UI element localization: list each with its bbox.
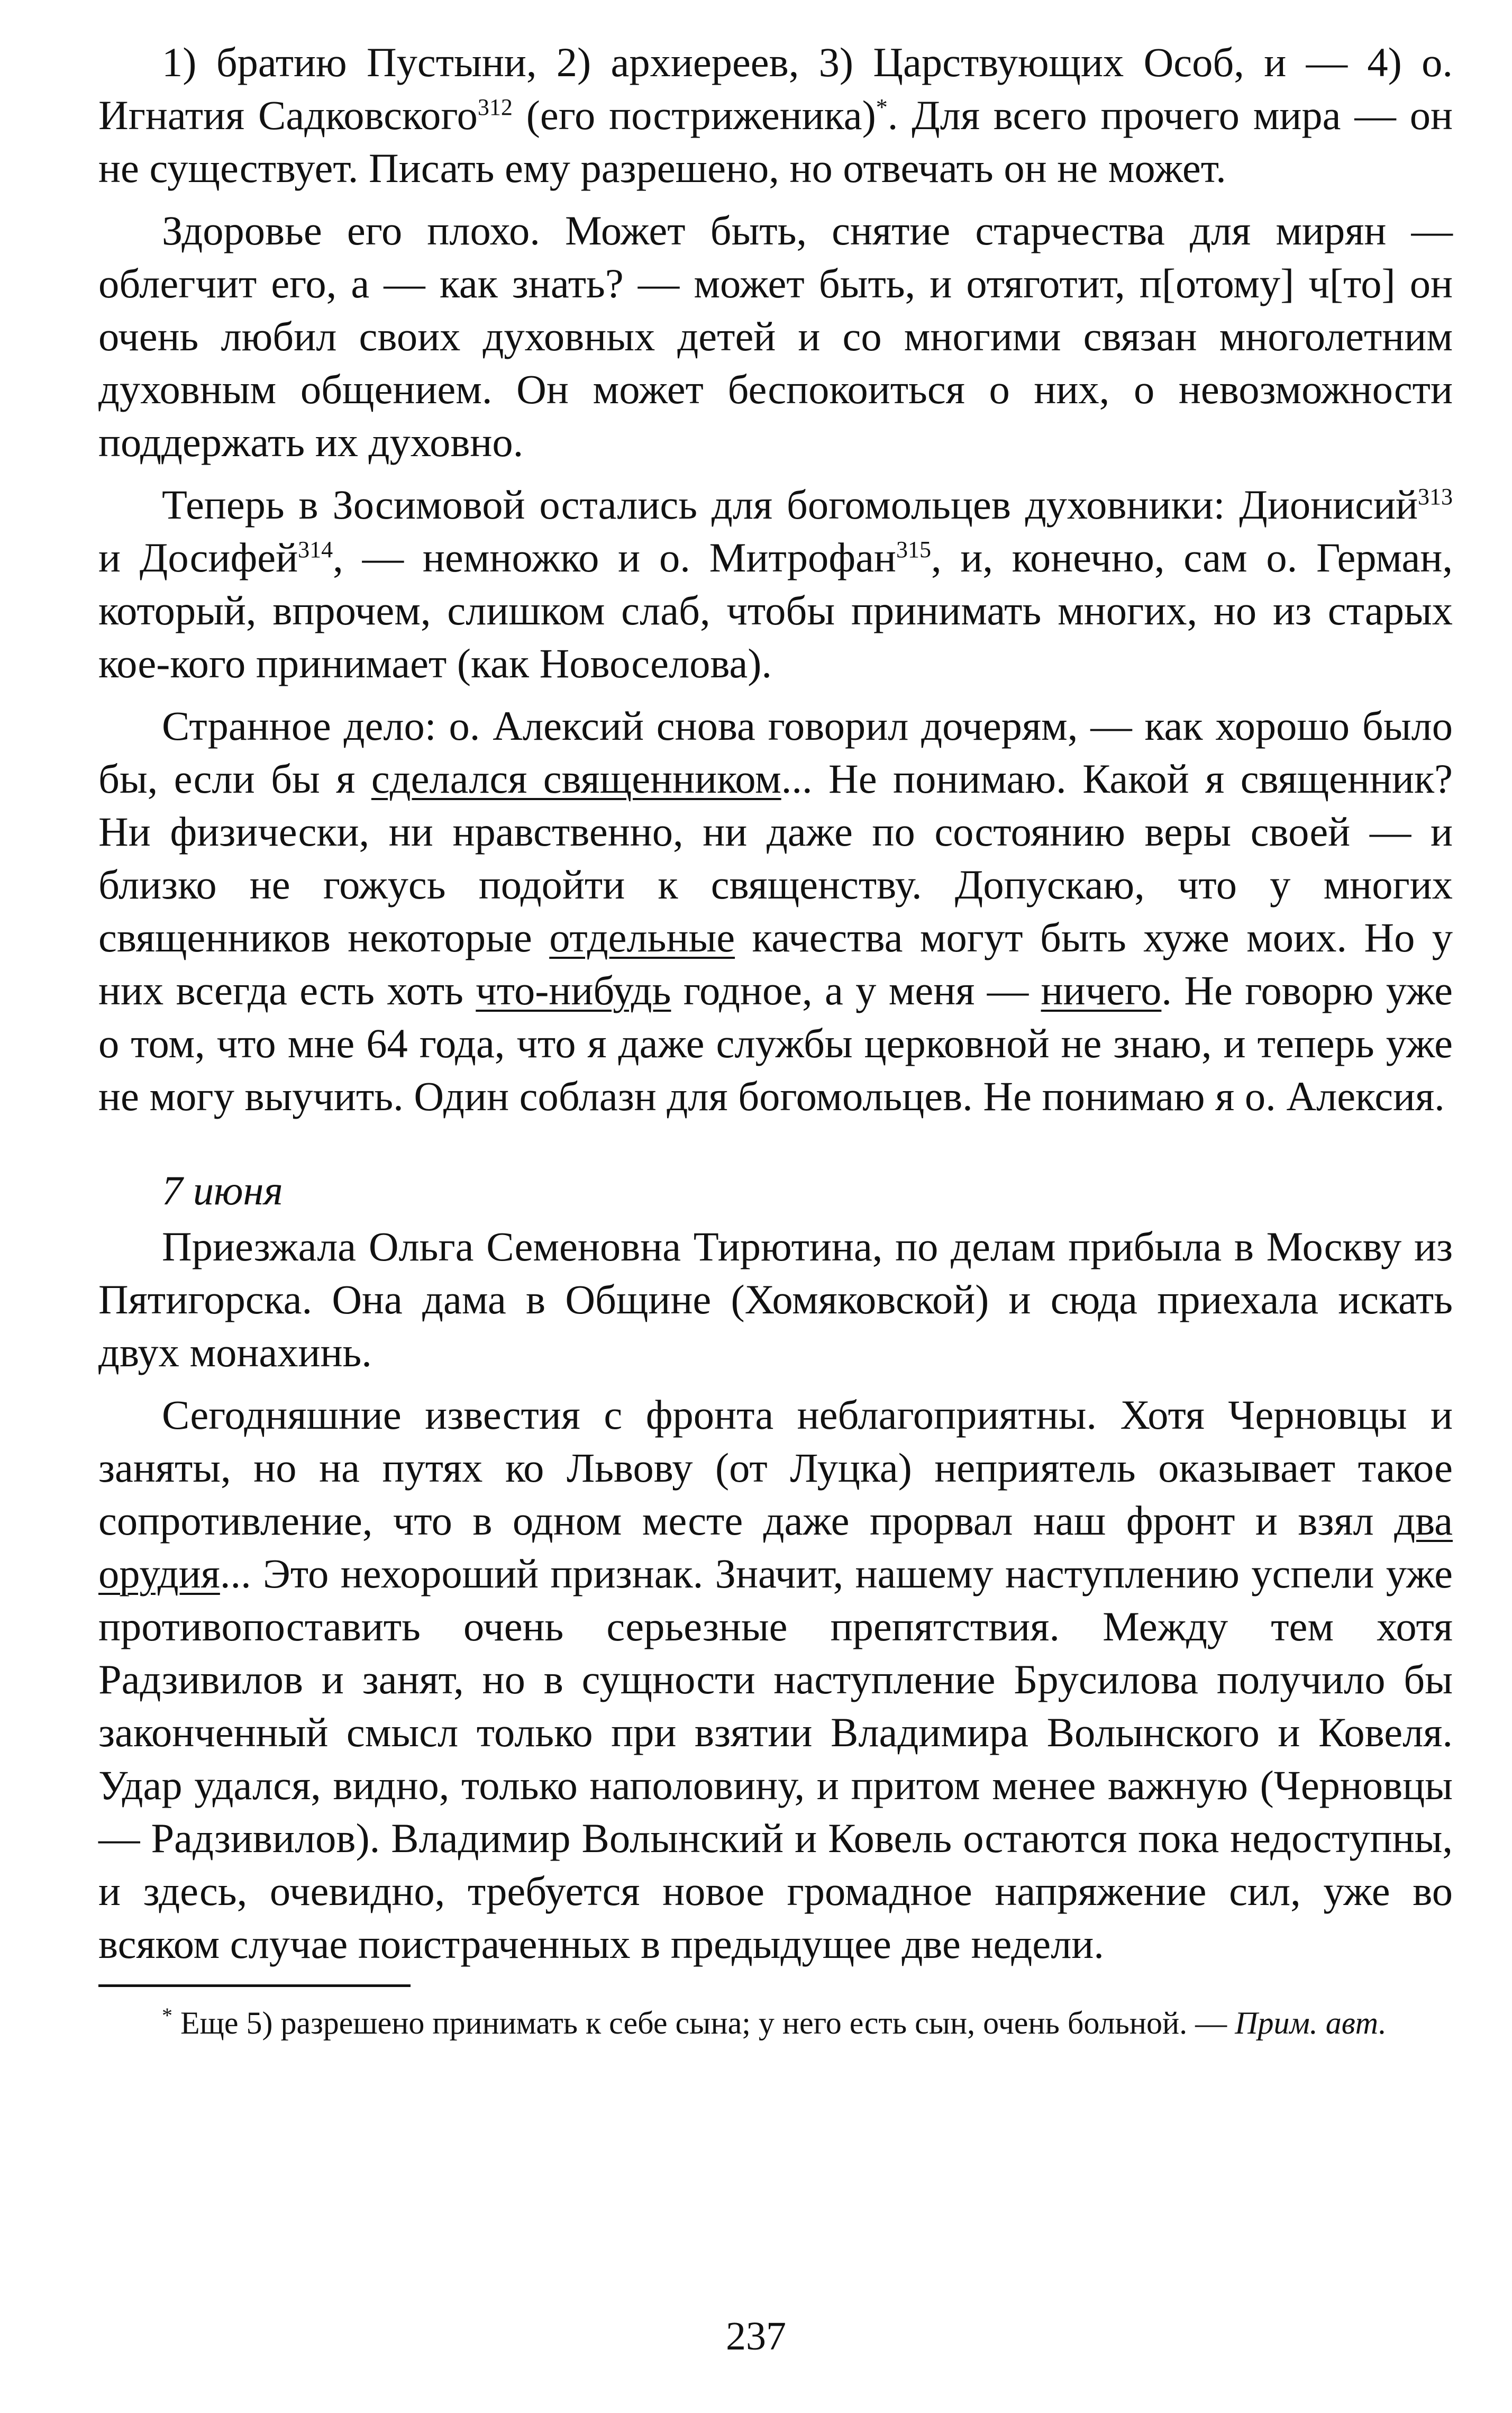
footnote-ref-315: 315 [896, 536, 931, 563]
footnote-ref-star: * [876, 94, 888, 120]
footnote [98, 2002, 1453, 2044]
underlined-phrase: сделался священником [371, 756, 781, 802]
paragraph-3-text-b: и Досифей [98, 534, 298, 580]
paragraph-3-text-d: , и, конечно, сам о. Герман, который, впрочем, слишком слаб, чтобы принимать многих, но из старых кое-кого принимает (как Новоселова). [98, 534, 1453, 686]
footnote-ref-314: 314 [298, 536, 333, 563]
paragraph-3-text-a: Теперь в Зосимовой остались для богомольцев духовники: Дионисий [162, 482, 1418, 528]
footnote-author-note: Прим. авт. [1235, 2006, 1387, 2040]
paragraph-1-text-a: 1) братию Пустыни, 2) архиереев, 3) Царствующих Особ, и — 4) о. Игнатия Садковского [98, 39, 1453, 138]
footnote-text: Еще 5) разрешено принимать к себе сына; у него есть сын, очень больной. — [172, 2006, 1235, 2040]
footnote-divider [98, 1984, 411, 1987]
paragraph-1 [98, 36, 1453, 195]
page-body [98, 36, 1453, 2044]
paragraph-1-text-c: . Для всего прочего мира — он не существует. Писать ему разрешено, но отвечать он не может. [98, 92, 1453, 191]
page-number: 237 [726, 2314, 786, 2358]
paragraph-6-text-b: ... Это нехороший признак. Значит, нашему наступлению успели уже противопоставить очень серьезные препятствия. Между тем хотя Радзивилов и занят, но в сущности наступление Брусилова получило бы законченный смысл только при взятии Владимира Волынского и Ковеля. Удар удался, видно, только наполовину, и притом менее важную (Черновцы — Радзивилов). Владимир Волынский и Ковель остаются пока недоступны, и здесь, очевидно, требуется новое громадное напряжение сил, уже во всяком случае поистраченных в предыдущее две недели. [98, 1550, 1453, 1967]
footnote-ref-312: 312 [477, 94, 513, 120]
underlined-word: отдельные [549, 914, 735, 960]
diary-date-heading: 7 июня [162, 1167, 283, 1213]
paragraph-2: Здоровье его плохо. Может быть, снятие старчества для мирян — облегчит его, а — как знать? — может быть, и отяготит, п[отому] ч[то] он очень любил своих духовных детей и со многими связан многолетним духовным общением. Он может беспокоиться о них, о невозможности поддержать их духовно. [98, 207, 1453, 465]
paragraph-4-text-e: . Не говорю уже о том, что мне 64 года, что я даже службы церковной не знаю, и теперь уже не могу выучить. Один соблазн для богомольцев. Не понимаю я о. Алексия. [98, 967, 1453, 1119]
paragraph-4-text-c: качества могут быть хуже моих. Но у них всегда есть хоть [98, 914, 1453, 1013]
underlined-word: ничего [1041, 967, 1162, 1013]
paragraph-4-text-b: ... Не понимаю. Какой я священник? Ни физически, ни нравственно, ни даже по состоянию веры своей — и близко не гожусь подойти к священству. Допускаю, что у многих священников некоторые [98, 756, 1453, 960]
paragraph-4-text-d: годное, а у меня — [671, 967, 1041, 1013]
paragraph-4-text-a: Странное дело: о. Алексий снова говорил дочерям, — как хорошо было бы, если бы я [98, 703, 1453, 802]
paragraph-3 [98, 478, 1453, 690]
paragraph-5: Приезжала Ольга Семеновна Тирютина, по делам прибыла в Москву из Пятигорска. Она дама в Общине (Хомяковской) и сюда приехала искать двух монахинь. [98, 1223, 1453, 1375]
footnote-ref-313: 313 [1418, 483, 1453, 510]
paragraph-6 [98, 1389, 1453, 1971]
paragraph-1-text-b: (его постриженика) [512, 92, 876, 138]
paragraph-6-text-a: Сегодняшние известия с фронта неблагоприятны. Хотя Черновцы и заняты, но на путях ко Львову (от Луцка) неприятель оказывает такое сопротивление, что в одном месте даже прорвал наш фронт и взял [98, 1392, 1453, 1544]
underlined-word: что-нибудь [476, 967, 671, 1013]
underlined-phrase: два орудия [98, 1498, 1453, 1596]
paragraph-3-text-c: , — немножко и о. Митрофан [333, 534, 896, 580]
paragraph-4 [98, 700, 1453, 1123]
footnote-mark: * [162, 2003, 172, 2027]
